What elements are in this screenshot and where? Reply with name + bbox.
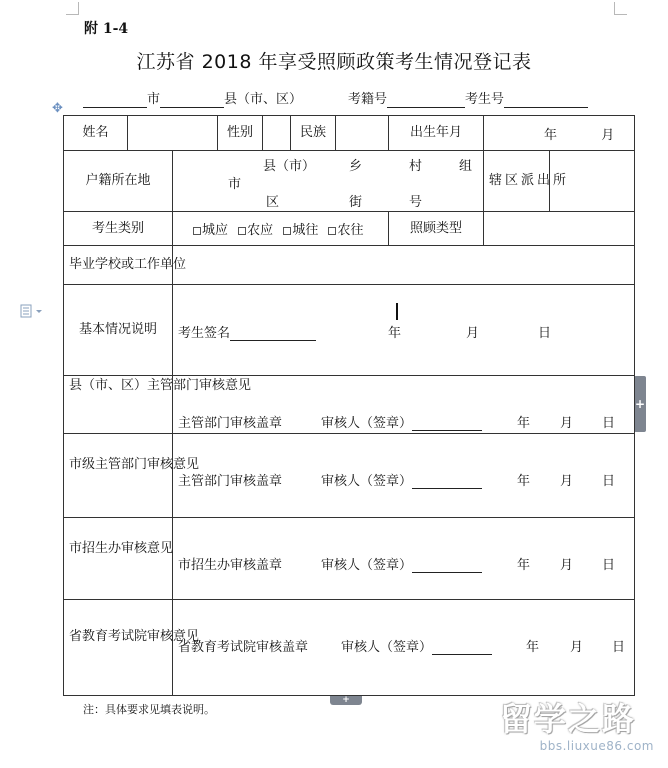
category-options [173,212,389,246]
residence-cell[interactable] [173,151,484,212]
name-cell[interactable] [128,116,218,151]
table-row-office-review [64,518,635,600]
city-label: 市 [147,92,161,107]
hukou-label: 考籍号 [348,92,388,107]
office-reviewer-blank[interactable] [412,558,482,573]
residence-street: 街 [349,195,363,210]
table-row-basic [64,285,635,376]
residence-group: 组 [459,159,473,174]
birth-year: 年 [544,127,558,143]
sign-year: 年 [388,325,402,341]
hukou-blank[interactable] [387,93,465,108]
county-label: 县（市、区） [224,92,303,107]
ethnicity-label: 民族 [291,116,336,151]
name-label: 姓名 [64,116,128,151]
city-review-day: 日 [602,474,616,489]
table-row-prov-review [64,600,635,696]
table-row-city-review [64,434,635,518]
city-blank[interactable] [83,93,147,108]
residence-township: 乡 [349,159,363,174]
county-blank[interactable] [160,93,224,108]
signature-label: 考生签名 [178,325,231,341]
ethnicity-cell[interactable] [336,116,389,151]
sign-month: 月 [466,325,480,341]
gender-label: 性别 [218,116,263,151]
watermark-logo [500,700,658,762]
birth-label: 出生年月 [389,116,484,151]
residence-number: 号 [409,195,423,210]
watermark-url: bbs.liuxue86.com [539,739,654,753]
school-label: 毕业学校或工作单位 [64,246,173,285]
office-review-cell[interactable] [173,518,635,600]
residence-county: 县（市） [263,159,316,174]
office-review-seal: 市招生办审核盖章 [178,558,283,573]
prov-review-day: 日 [612,640,626,655]
county-review-year: 年 [517,416,531,431]
checkbox-icon [283,227,291,235]
prov-review-cell[interactable] [173,600,635,696]
table-row-personal [64,116,635,151]
table-row-county-review [64,376,635,434]
signature-blank[interactable] [230,326,316,341]
header-fields [83,92,588,108]
city-review-month: 月 [560,474,574,489]
paragraph-options-icon[interactable] [20,303,46,317]
basic-cell[interactable] [173,285,635,376]
exam-no-blank[interactable] [504,93,588,108]
care-type-cell[interactable] [484,212,635,246]
city-review-cell[interactable] [173,434,635,518]
add-column-plus-icon[interactable]: + [634,397,646,411]
school-cell[interactable] [173,246,635,285]
footnote: 注：具体要求见填表说明。 [83,703,215,716]
county-reviewer-label: 审核人（签章） [321,416,413,431]
checkbox-icon [193,227,201,235]
birth-month: 月 [601,127,615,143]
office-review-month: 月 [560,558,574,573]
county-review-day: 日 [602,416,616,431]
table-row-residence [64,151,635,212]
county-reviewer-blank[interactable] [412,416,482,431]
residence-label: 户籍所在地 [64,151,173,212]
category-option-3[interactable]: 城往 [283,223,318,238]
birth-cell[interactable] [484,116,635,151]
prov-reviewer-blank[interactable] [432,640,492,655]
table-row-school [64,246,635,285]
office-reviewer-label: 审核人（签章） [321,558,413,573]
crop-mark-top-right [614,2,627,15]
prov-review-month: 月 [570,640,584,655]
office-review-day: 日 [602,558,616,573]
sign-day: 日 [538,325,552,341]
county-review-seal: 主管部门审核盖章 [178,416,283,431]
table-row-category [64,212,635,246]
city-review-seal: 主管部门审核盖章 [178,474,283,489]
prov-reviewer-label: 审核人（签章） [341,640,433,655]
residence-city: 市 [228,177,242,192]
city-reviewer-blank[interactable] [412,474,482,489]
residence-village: 村 [409,159,423,174]
gender-cell[interactable] [263,116,291,151]
basic-label: 基本情况说明 [64,285,173,376]
prov-review-year: 年 [526,640,540,655]
add-row-handle[interactable] [330,696,362,705]
city-review-label: 市级主管部门审核意见 [64,434,173,518]
prov-review-seal: 省教育考试院审核盖章 [178,640,309,655]
exam-no-label: 考生号 [465,92,505,107]
office-review-year: 年 [517,558,531,573]
prov-review-label: 省教育考试院审核意见 [64,600,173,696]
add-row-plus-icon: + [342,695,350,705]
page-title: 江苏省 2018 年享受照顾政策考生情况登记表 [136,51,532,73]
police-label: 辖区派出所 [484,151,550,212]
category-option-2[interactable]: 农应 [238,223,273,238]
city-reviewer-label: 审核人（签章） [321,474,413,489]
table-move-handle-icon[interactable]: ✥ [52,101,63,116]
category-option-1[interactable]: 城应 [193,223,228,238]
city-review-year: 年 [517,474,531,489]
watermark-title: 留学之路 [500,700,637,738]
checkbox-icon [328,227,336,235]
office-review-label: 市招生办审核意见 [64,518,173,600]
category-label: 考生类别 [64,212,173,246]
residence-district: 区 [266,195,280,210]
county-review-label: 县（市、区）主管部门审核意见 [64,376,173,434]
annex-label: 附 1-4 [84,21,129,37]
text-cursor [396,303,398,320]
county-review-month: 月 [560,416,574,431]
crop-mark-top-left [66,2,79,15]
care-type-label: 照顾类型 [389,212,484,246]
checkbox-icon [238,227,246,235]
category-option-4[interactable]: 农往 [328,223,363,238]
registration-form [63,115,635,696]
